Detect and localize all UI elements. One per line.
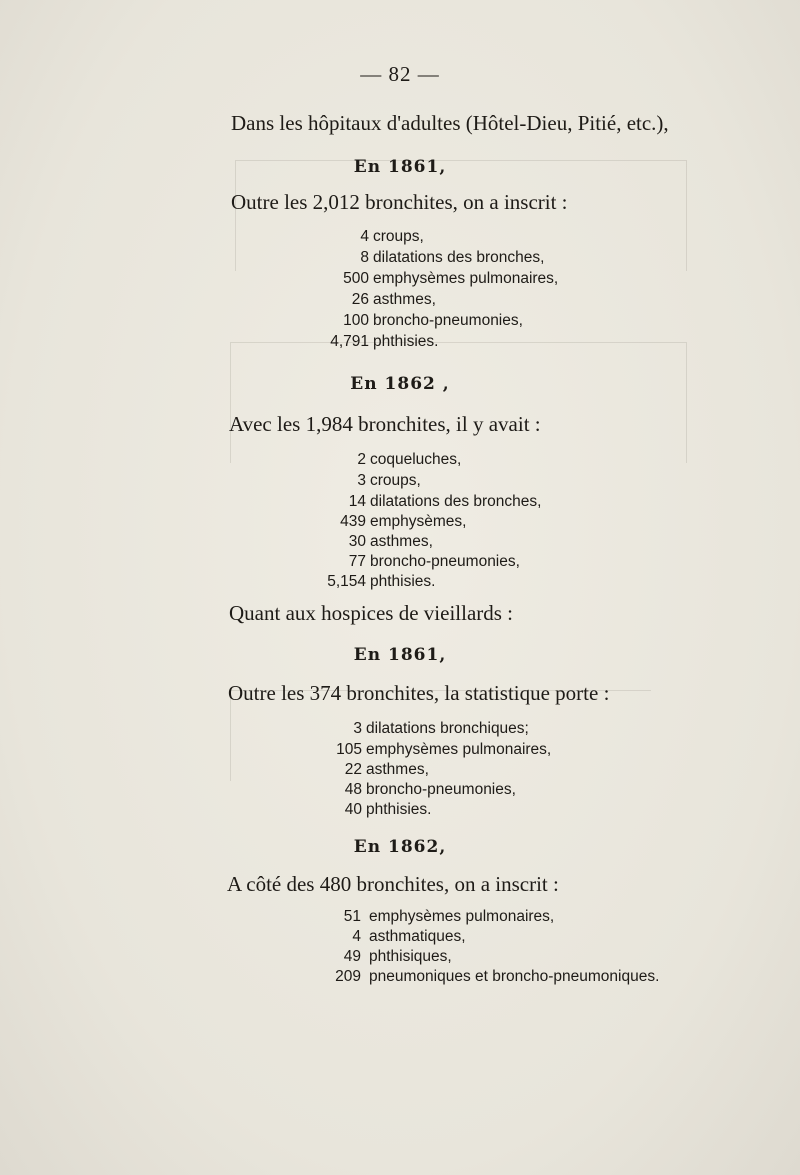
item-label: asthmes, (366, 761, 429, 778)
item-count: 77 (348, 553, 366, 570)
bleed-through-frame-mid (230, 342, 687, 463)
item-count: 8 (360, 249, 369, 266)
item-count: 40 (344, 801, 362, 818)
section-intro: Outre les 2,012 bronchites, on a inscrit : (231, 190, 568, 214)
item-label: pneumoniques et broncho-pneumoniques. (369, 968, 660, 985)
intro-line: Dans les hôpitaux d'adultes (Hôtel-Dieu, Pitié, etc.), (231, 111, 669, 135)
section-heading: En 1861, (353, 157, 447, 177)
item-label: phthisiques, (369, 948, 452, 965)
section-intro: A côté des 480 bronchites, on a inscrit : (227, 872, 559, 896)
item-label: coqueluches, (370, 451, 462, 468)
item-label: asthmes, (370, 533, 433, 550)
item-count: 51 (343, 908, 361, 925)
item-count: 14 (348, 493, 366, 510)
item-label: croups, (373, 228, 424, 245)
item-count: 3 (353, 720, 362, 737)
item-label: phthisies. (373, 333, 439, 350)
item-count: 209 (335, 968, 361, 985)
item-label: emphysèmes pulmonaires, (373, 270, 559, 287)
section-heading: En 1862 , (350, 374, 450, 394)
section-heading: En 1862, (353, 837, 447, 857)
item-label: emphysèmes pulmonaires, (369, 908, 555, 925)
item-label: emphysèmes, (370, 513, 467, 530)
item-count: 4,791 (330, 333, 369, 350)
item-label: dilatations des bronches, (370, 493, 542, 510)
item-label: croups, (370, 472, 421, 489)
item-count: 105 (336, 741, 362, 758)
item-label: dilatations bronchiques; (366, 720, 529, 737)
item-count: 5,154 (327, 573, 366, 590)
item-label: broncho-pneumonies, (373, 312, 523, 329)
item-label: phthisies. (366, 801, 432, 818)
item-count: 48 (344, 781, 362, 798)
item-count: 2 (357, 451, 366, 468)
item-count: 4 (352, 928, 361, 945)
item-label: emphysèmes pulmonaires, (366, 741, 552, 758)
item-label: asthmatiques, (369, 928, 466, 945)
item-label: broncho-pneumonies, (366, 781, 516, 798)
item-label: phthisies. (370, 573, 436, 590)
section-intro: Outre les 374 bronchites, la statistique porte : (228, 681, 610, 705)
item-count: 3 (357, 472, 366, 489)
item-count: 26 (351, 291, 369, 308)
item-label: asthmes, (373, 291, 436, 308)
item-label: broncho-pneumonies, (370, 553, 520, 570)
item-count: 22 (344, 761, 362, 778)
item-count: 4 (360, 228, 369, 245)
item-count: 30 (348, 533, 366, 550)
item-count: 500 (343, 270, 369, 287)
page-number: — 82 — (360, 62, 440, 86)
section-heading: En 1861, (353, 645, 447, 665)
section-intro: Avec les 1,984 bronchites, il y avait : (229, 412, 541, 436)
section-subtitle: Quant aux hospices de vieillards : (229, 601, 514, 625)
item-count: 439 (340, 513, 366, 530)
item-label: dilatations des bronches, (373, 249, 545, 266)
item-count: 100 (343, 312, 369, 329)
item-count: 49 (343, 948, 361, 965)
